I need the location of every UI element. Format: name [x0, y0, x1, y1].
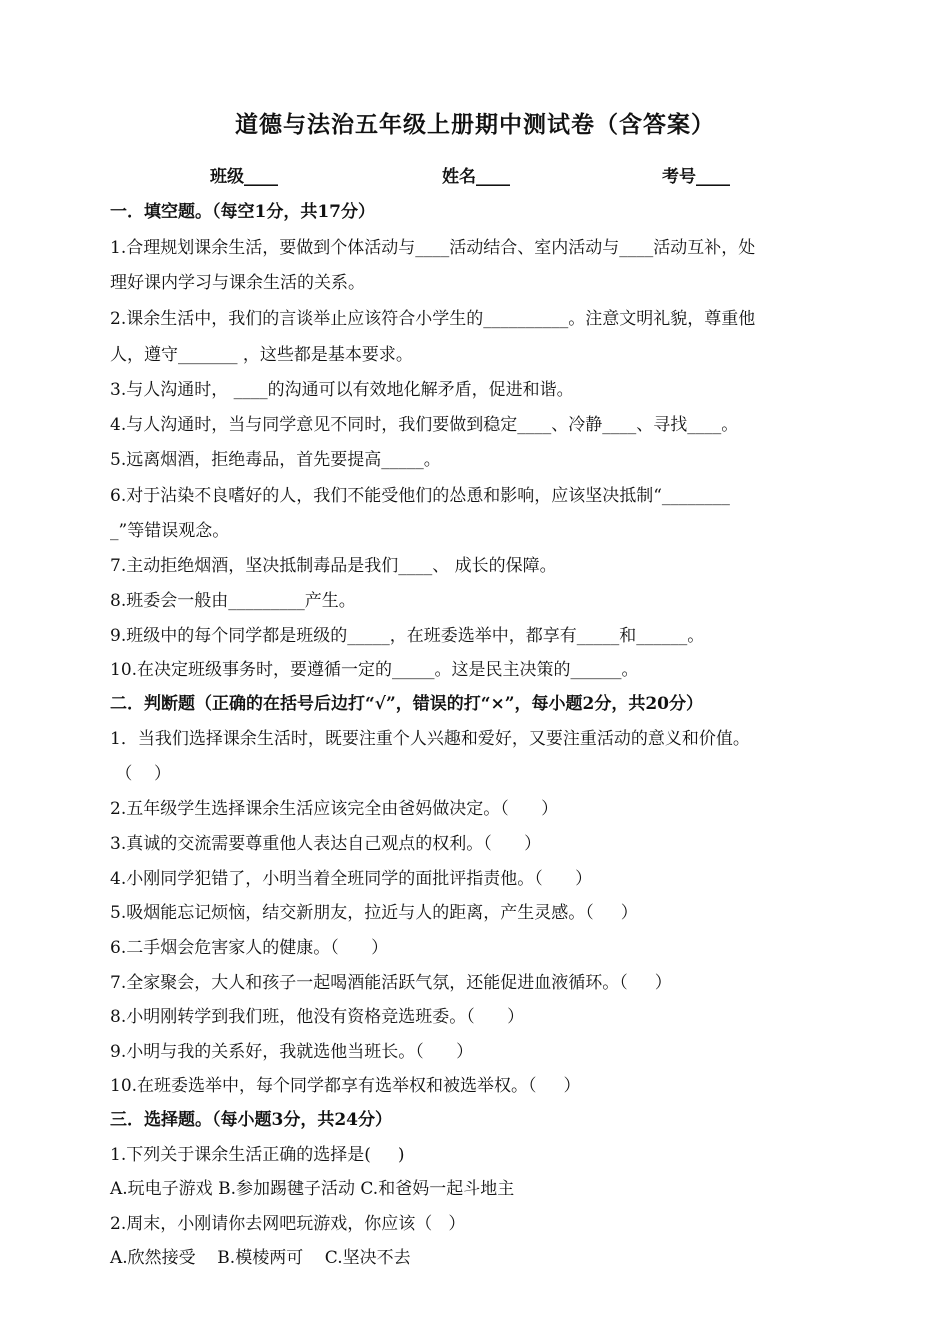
question-line: 5.吸烟能忘记烦恼，结交新朋友，拉近与人的距离，产生灵感。（ ）: [110, 903, 638, 923]
question-line: 10.在班委选举中，每个同学都享有选举权和被选举权。（ ）: [110, 1076, 581, 1096]
section-heading-fill-in: 一．填空题。（每空1分，共17分）: [110, 202, 375, 222]
question-line: 理好课内学习与课余生活的关系。: [110, 273, 365, 293]
question-line: 2.五年级学生选择课余生活应该完全由爸妈做决定。（ ）: [110, 799, 559, 819]
class-field: 班级____: [210, 167, 278, 187]
question-line: 2.课余生活中，我们的言谈举止应该符合小学生的__________。注意文明礼貌，尊重他: [110, 309, 756, 329]
question-line: 4.小刚同学犯错了，小明当着全班同学的面批评指责他。（ ）: [110, 869, 593, 889]
question-line: 9.小明与我的关系好，我就选他当班长。（ ）: [110, 1042, 474, 1062]
question-line: 1.下列关于课余生活正确的选择是( ): [110, 1145, 405, 1165]
question-line: 5.远离烟酒，拒绝毒品，首先要提高_____。: [110, 450, 441, 470]
exam-number-field: 考号____: [662, 167, 730, 187]
question-line: 6.对于沾染不良嗜好的人，我们不能受他们的怂恿和影响，应该坚决抵制“________: [110, 486, 730, 506]
question-line: 7.全家聚会，大人和孩子一起喝酒能活跃气氛，还能促进血液循环。（ ）: [110, 973, 672, 993]
question-line: 9.班级中的每个同学都是班级的_____，在班委选举中，都享有_____和______。: [110, 626, 705, 646]
question-line: 人，遵守_______ ，这些都是基本要求。: [110, 345, 413, 365]
question-line: 1.合理规划课余生活，要做到个体活动与____活动结合、室内活动与____活动互补，处: [110, 238, 756, 258]
section-heading-true-false: 二．判断题（正确的在括号后边打“√”，错误的打“×”，每小题2分，共20分）: [110, 694, 704, 714]
question-line: 3.与人沟通时， ____的沟通可以有效地化解矛盾，促进和谐。: [110, 380, 574, 400]
question-line: 7.主动拒绝烟酒，坚决抵制毒品是我们____、 成长的保障。: [110, 556, 557, 576]
question-line: 8.小明刚转学到我们班，他没有资格竞选班委。（ ）: [110, 1007, 525, 1027]
name-field: 姓名____: [442, 167, 510, 187]
answer-bracket: （ ）: [110, 764, 172, 784]
section-heading-multiple-choice: 三．选择题。（每小题3分，共24分）: [110, 1110, 392, 1130]
question-line: 8.班委会一般由_________产生。: [110, 591, 356, 611]
page-title: 道德与法治五年级上册期中测试卷（含答案）: [235, 111, 715, 138]
question-line: _”等错误观念。: [110, 521, 230, 541]
question-line: 1．当我们选择课余生活时，既要注重个人兴趣和爱好，又要注重活动的意义和价值。: [110, 729, 750, 749]
choice-options: A.玩电子游戏 B.参加踢毽子活动 C.和爸妈一起斗地主: [110, 1179, 515, 1199]
choice-options: A.欣然接受 B.模棱两可 C.坚决不去: [110, 1248, 411, 1268]
question-line: 10.在决定班级事务时，要遵循一定的_____。这是民主决策的______。: [110, 660, 639, 680]
question-line: 6.二手烟会危害家人的健康。（ ）: [110, 938, 389, 958]
question-line: 2.周末，小刚请你去网吧玩游戏，你应该（ ）: [110, 1214, 466, 1234]
question-line: 3.真诚的交流需要尊重他人表达自己观点的权利。（ ）: [110, 834, 542, 854]
question-line: 4.与人沟通时，当与同学意见不同时，我们要做到稳定____、冷静____、寻找____。: [110, 415, 739, 435]
